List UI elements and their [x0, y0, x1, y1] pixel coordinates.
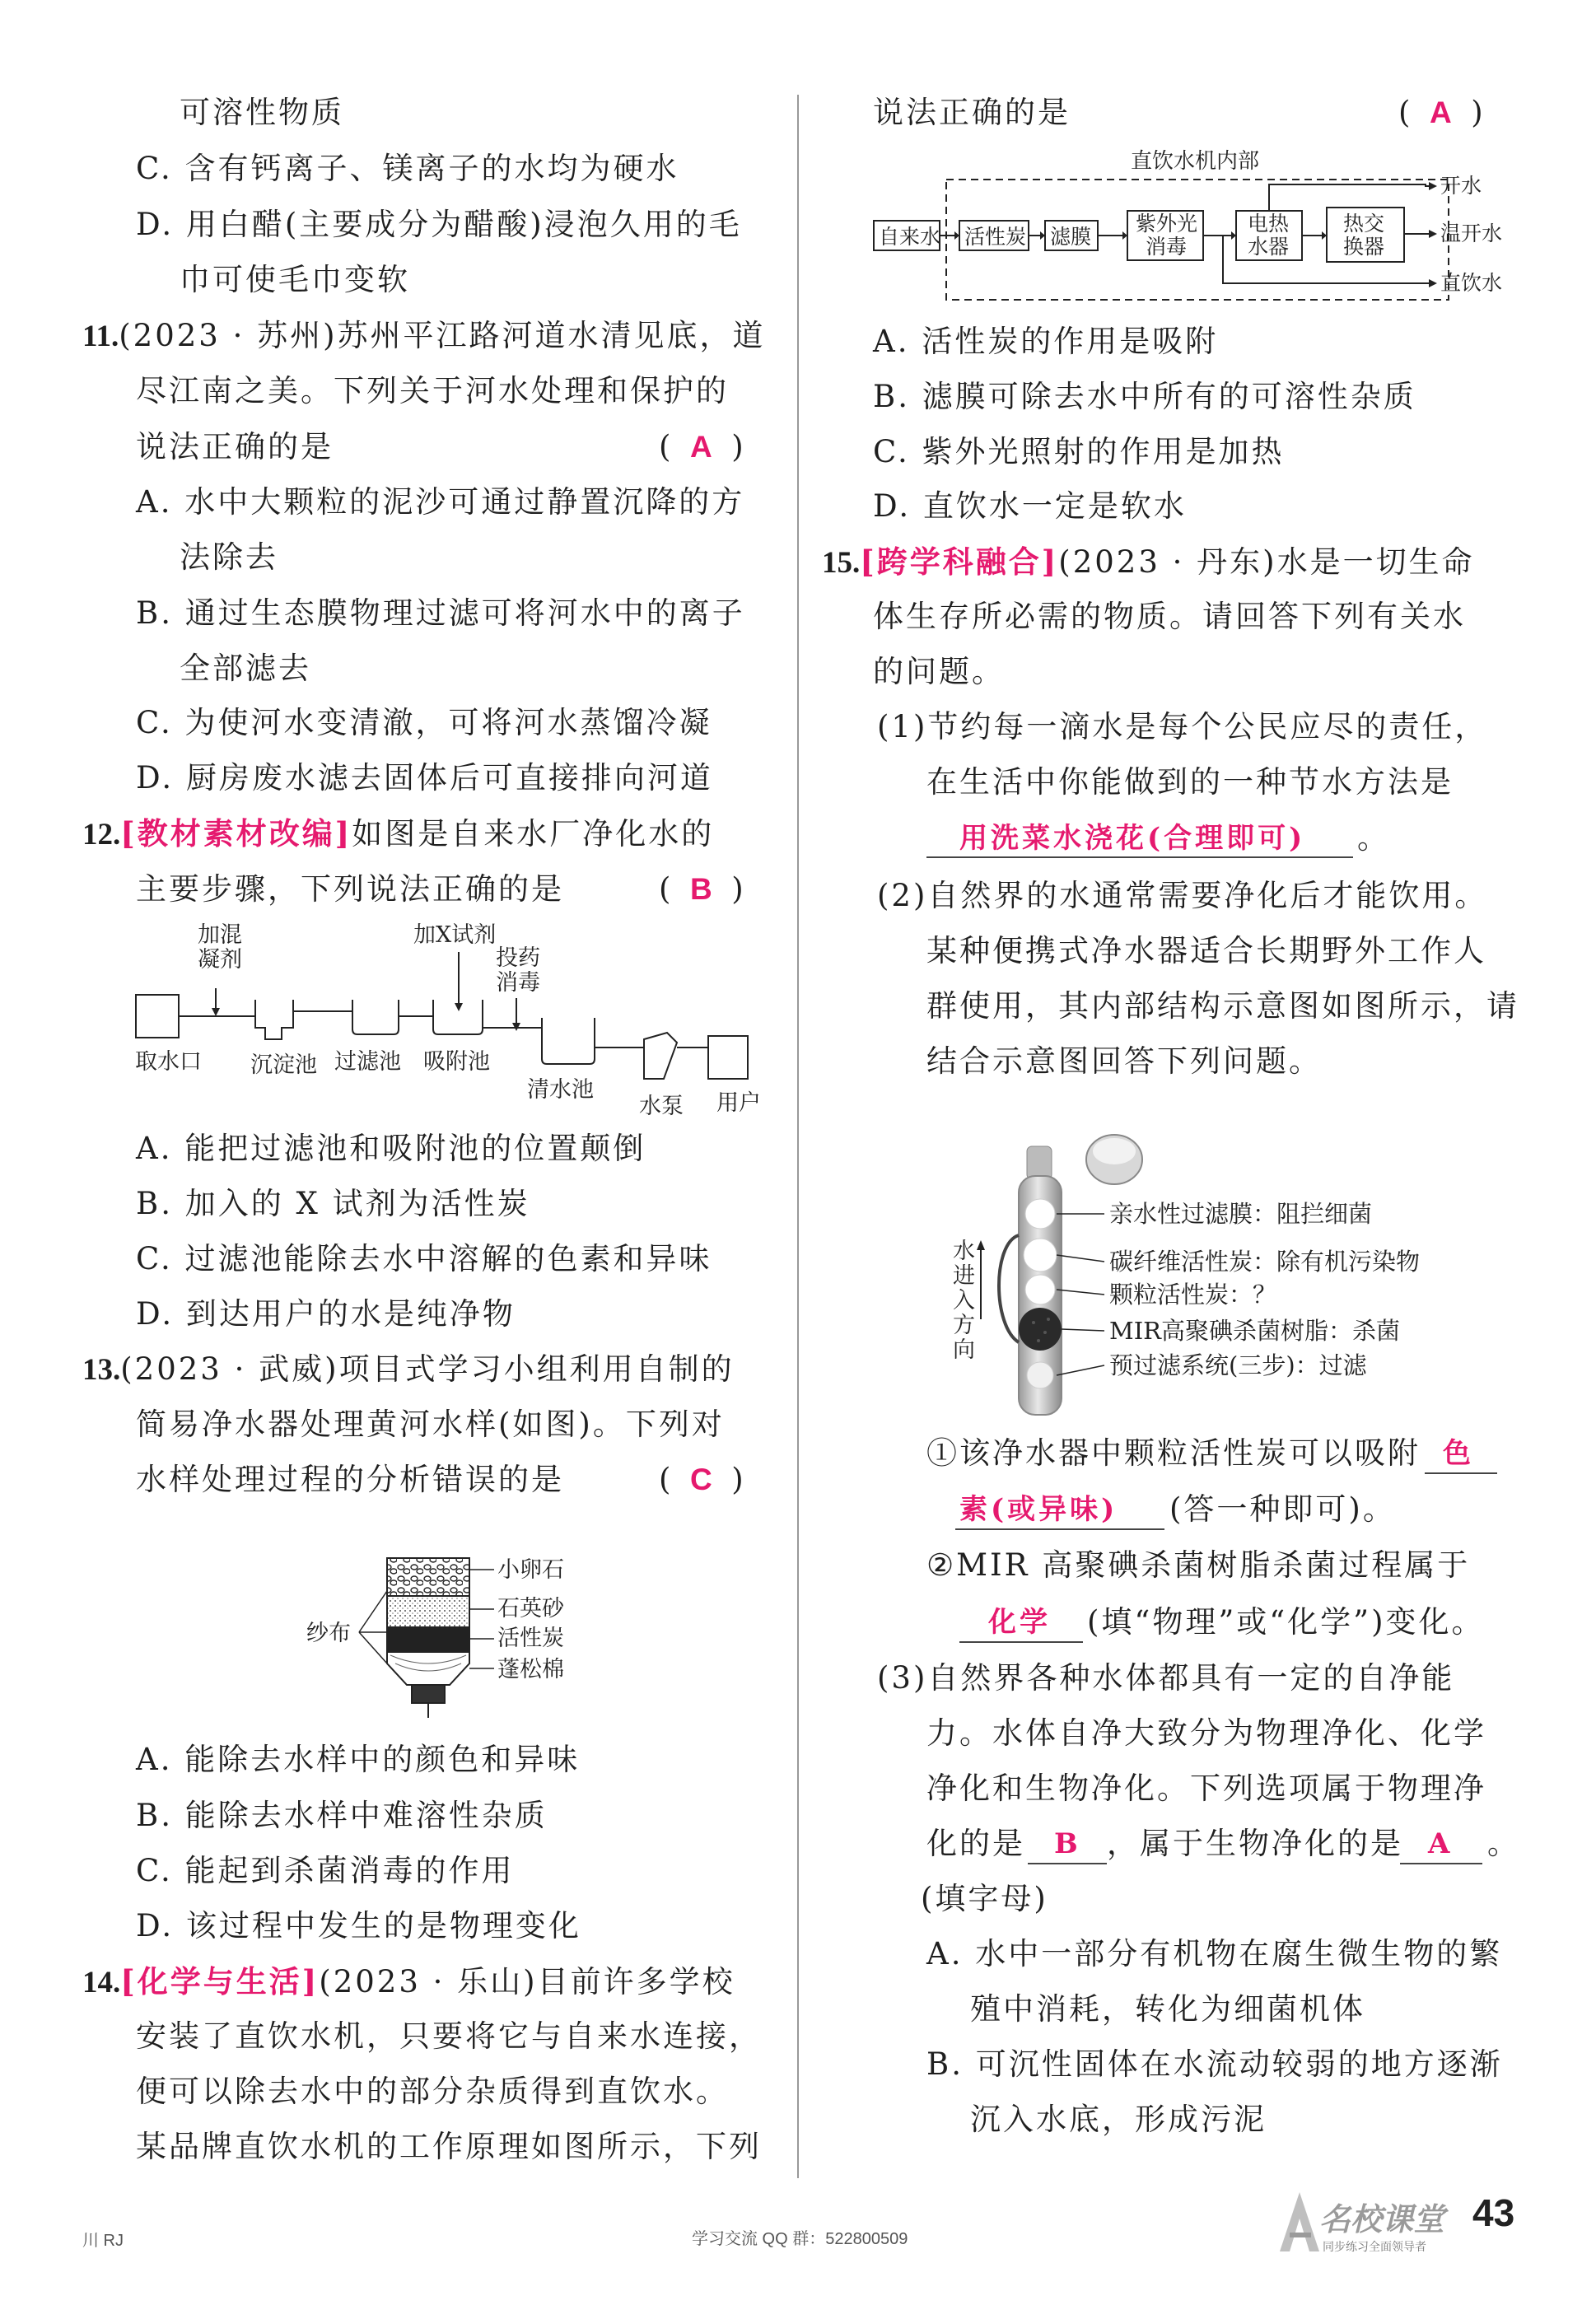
q15-part3-4: 化的是	[926, 1826, 1025, 1861]
q12-option-c: C. 过滤池能除去水中溶解的色素和异味	[136, 1241, 712, 1276]
brand-subtitle: 同步练习全面领导者	[1323, 2240, 1426, 2253]
q15-stem-3: 的问题。	[873, 654, 1005, 689]
q14-stem-4: 某品牌直饮水机的工作原理如图所示，下列	[136, 2129, 762, 2164]
label-direct: 直饮水	[1440, 271, 1503, 295]
q13-answer: ( C )	[659, 1462, 744, 1497]
label-quartz: 石英砂	[497, 1596, 564, 1621]
label-dir-2: 进	[953, 1263, 975, 1289]
label-membrane: 滤膜	[1050, 225, 1092, 249]
q15-option-b-cont: 沉入水底，形成污泥	[970, 2102, 1267, 2137]
q15-part2-3: 群使用，其内部结构示意图如图所示，请	[926, 988, 1519, 1024]
q15-sub1-answer-a: 色	[1443, 1437, 1474, 1470]
q12-stem: 12.[教材素材改编]如图是自来水厂净化水的	[82, 815, 715, 852]
label-dose-2: 消毒	[496, 970, 540, 996]
label-intake: 取水口	[135, 1049, 202, 1075]
label-dose-1: 投药	[496, 945, 540, 971]
q15-option-a-cont: 殖中消耗，转化为细菌机体	[970, 1991, 1365, 2027]
q10-option-c: C. 含有钙离子、镁离子的水均为硬水	[136, 151, 679, 186]
label-tap: 自来水	[879, 225, 941, 249]
simple-filter-diagram	[305, 1540, 626, 1729]
q11-stem-3: 说法正确的是	[136, 429, 334, 464]
q10-option-d: D. 用白醋(主要成分为醋酸)浸泡久用的毛	[136, 207, 742, 242]
label-user: 用户	[716, 1090, 761, 1116]
q14-option-c: C. 紫外光照射的作用是加热	[873, 434, 1285, 469]
q15-part3: (3)自然界各种水体都具有一定的自净能	[877, 1660, 1455, 1696]
label-carbon: 活性炭	[497, 1626, 564, 1651]
label-cotton: 蓬松棉	[497, 1657, 564, 1682]
q15-part3-2: 力。水体自净大致分为物理净化、化学	[926, 1715, 1486, 1751]
label-boil: 开水	[1440, 174, 1482, 198]
q11-option-d: D. 厨房废水滤去固体后可直接排向河道	[136, 760, 713, 796]
q11-option-b: B. 通过生态膜物理过滤可将河水中的离子	[136, 595, 745, 631]
label-granular-carbon: 颗粒活性炭：？	[1109, 1281, 1277, 1309]
q13-option-d: D. 该过程中发生的是物理变化	[136, 1908, 581, 1943]
q15-part3-end: 。	[1487, 1826, 1520, 1861]
q15-sub1-end: (答一种即可)。	[1169, 1491, 1396, 1527]
q11-option-b-cont: 全部滤去	[180, 651, 311, 686]
q10-option-d-cont: 巾可使毛巾变软	[180, 262, 410, 297]
portable-filter-diagram	[953, 1104, 1470, 1425]
label-gauze: 纱布	[306, 1621, 351, 1646]
q12-option-b: B. 加入的 X 试剂为活性炭	[136, 1186, 530, 1221]
q15-sub1: ①该净水器中颗粒活性炭可以吸附	[926, 1435, 1421, 1471]
label-dir-3: 入	[953, 1288, 975, 1313]
label-add-coagulant-2: 凝剂	[198, 947, 242, 973]
brand-logo	[1275, 2184, 1463, 2263]
label-hx-1: 热交	[1343, 212, 1385, 236]
label-filter: 过滤池	[334, 1049, 401, 1075]
q13-stem: 13.(2023 · 武威)项目式学习小组利用自制的	[82, 1351, 735, 1387]
q14-option-b: B. 滤膜可除去水中所有的可溶性杂质	[873, 379, 1416, 414]
label-dir-1: 水	[953, 1239, 975, 1264]
label-membrane-layer: 亲水性过滤膜：阻拦细菌	[1109, 1200, 1373, 1228]
edition-label: 川 RJ	[82, 2232, 124, 2250]
q15-part1-2: 在生活中你能做到的一种节水方法是	[926, 764, 1454, 800]
q14-stem-2: 安装了直饮水机，只要将它与自来水连接，	[136, 2018, 762, 2054]
label-add-coagulant-1: 加混	[198, 922, 242, 948]
label-ac: 活性炭	[964, 225, 1027, 249]
q15-part3-answer-1: B	[1054, 1827, 1081, 1860]
q15-part2: (2)自然界的水通常需要净化后才能饮用。	[877, 878, 1488, 913]
q15-part3-3: 净化和生物净化。下列选项属于物理净	[926, 1771, 1486, 1806]
q14-stem: 14.[化学与生活](2023 · 乐山)目前许多学校	[82, 1963, 735, 1999]
q15-part1-end: 。	[1357, 820, 1390, 856]
q14-answer: ( A )	[1398, 95, 1483, 130]
q12-option-a: A. 能把过滤池和吸附池的位置颠倒	[136, 1131, 646, 1166]
q13-stem-2: 简易净水器处理黄河水样(如图)。下列对	[136, 1407, 725, 1442]
q11-option-c: C. 为使河水变清澈，可将河水蒸馏冷凝	[136, 705, 712, 740]
label-uv-2: 消毒	[1146, 235, 1188, 259]
q11-option-a-cont: 法除去	[180, 539, 278, 575]
q10-line: 可溶性物质	[180, 95, 344, 130]
q14-option-a: A. 活性炭的作用是吸附	[873, 324, 1219, 359]
q15-stem: 15.[跨学科融合](2023 · 丹东)水是一切生命	[822, 544, 1475, 580]
q15-sub1-answer-b: 素(或异味)	[959, 1493, 1118, 1526]
brand-name: 名校课堂	[1319, 2201, 1445, 2237]
q15-stem-2: 体生存所必需的物质。请回答下列有关水	[873, 599, 1466, 634]
q15-part2-2: 某种便携式净水器适合长期野外工作人	[926, 933, 1486, 968]
label-resin: MIR高聚碘杀菌树脂：杀菌	[1109, 1317, 1400, 1345]
label-add-x: 加X试剂	[413, 922, 497, 948]
q13-option-a: A. 能除去水样中的颜色和异味	[136, 1742, 581, 1777]
q12-answer: ( B )	[659, 871, 744, 907]
page-number: 43	[1472, 2191, 1515, 2234]
q14-stem-5: 说法正确的是	[873, 95, 1071, 130]
q11-stem: 11.(2023 · 苏州)苏州平江路河道水清见底，道	[82, 318, 766, 353]
label-dir-4: 方	[953, 1313, 975, 1338]
q14-stem-3: 便可以除去水中的部分杂质得到直饮水。	[136, 2074, 729, 2109]
label-inner: 直饮水机内部	[1131, 149, 1260, 174]
label-dir-5: 向	[953, 1337, 975, 1363]
q15-part1-answer: 用洗菜水浇花(合理即可)	[959, 822, 1306, 855]
label-pebble: 小卵石	[497, 1557, 564, 1583]
q12-option-d: D. 到达用户的水是纯净物	[136, 1296, 516, 1332]
label-uv-1: 紫外光	[1136, 212, 1198, 236]
q15-part2-4: 结合示意图回答下列问题。	[926, 1043, 1322, 1079]
label-sediment: 沉淀池	[250, 1052, 317, 1078]
label-heater-2: 水器	[1248, 235, 1290, 259]
column-divider	[797, 95, 799, 2178]
label-hx-2: 换器	[1343, 235, 1385, 259]
q13-option-c: C. 能起到杀菌消毒的作用	[136, 1853, 515, 1888]
label-prefilter: 预过滤系统(三步)：过滤	[1109, 1351, 1367, 1379]
label-adsorb: 吸附池	[423, 1049, 490, 1075]
q15-option-a: A. 水中一部分有机物在腐生微生物的繁	[926, 1936, 1503, 1971]
q11-option-a: A. 水中大颗粒的泥沙可通过静置沉降的方	[136, 484, 745, 520]
q14-option-d: D. 直饮水一定是软水	[873, 488, 1187, 524]
drinking-machine-diagram	[869, 142, 1552, 306]
label-warm: 温开水	[1440, 222, 1503, 245]
q11-stem-2: 尽江南之美。下列关于河水处理和保护的	[136, 373, 729, 408]
q15-part3-mid: ，属于生物净化的是	[1107, 1826, 1403, 1861]
q15-part1: (1)节约每一滴水是每个公民应尽的责任，	[877, 709, 1488, 744]
q12-stem-2: 主要步骤，下列说法正确的是	[136, 871, 564, 907]
q13-option-b: B. 能除去水样中难溶性杂质	[136, 1798, 548, 1833]
q11-answer: ( A )	[659, 429, 744, 464]
q15-sub2-end: (填“物理”或“化学”)变化。	[1087, 1604, 1485, 1640]
label-heater-1: 电热	[1248, 212, 1290, 236]
q15-part3-answer-2: A	[1428, 1827, 1454, 1860]
q15-part3-hint: (填字母)	[921, 1881, 1048, 1916]
q15-sub2: ②MIR 高聚碘杀菌树脂杀菌过程属于	[926, 1547, 1471, 1583]
qq-group-text: 学习交流 QQ 群：522800509	[692, 2230, 908, 2248]
q15-option-b: B. 可沉性固体在水流动较弱的地方逐渐	[926, 2046, 1503, 2082]
label-clear: 清水池	[527, 1077, 594, 1103]
label-pump: 水泵	[639, 1094, 684, 1119]
q15-sub2-answer: 化学	[988, 1606, 1051, 1639]
brand-a-icon	[1275, 2189, 1324, 2255]
water-plant-diagram	[124, 922, 774, 1128]
q13-stem-3: 水样处理过程的分析错误的是	[136, 1462, 564, 1497]
label-fiber-carbon: 碳纤维活性炭：除有机污染物	[1109, 1248, 1421, 1276]
